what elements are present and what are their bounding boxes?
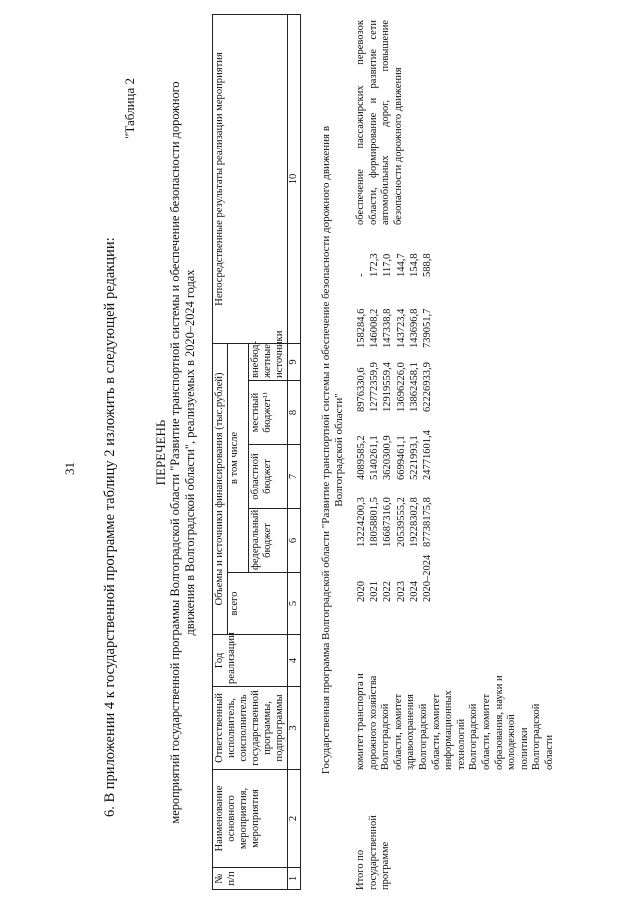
federal-cell: 5140261,1 bbox=[369, 435, 381, 480]
extra-column bbox=[355, 247, 434, 277]
local-column bbox=[355, 290, 434, 348]
list-subtitle: мероприятий государственной программы Волгоградской области "Развитие транспортной системы и обеспечение безопасности дорожного движения в Волгоградской области", реализуемых в 2020–2024 годах bbox=[168, 81, 197, 824]
total-cell: 20539555,2 bbox=[395, 497, 407, 547]
header-total: всего bbox=[228, 573, 288, 635]
extra-cell: 172,3 bbox=[369, 253, 381, 277]
local-cell: 146008,2 bbox=[369, 308, 381, 348]
total-cell: 18058801,5 bbox=[369, 497, 381, 547]
federal-cell: 24771601,4 bbox=[422, 430, 434, 480]
local-cell: 143723,4 bbox=[395, 308, 407, 348]
row-results: обеспечение пассажирских перевозок области, формирование и развитие сети автомобильных дорог, повышение безопасности дорожного движения bbox=[355, 20, 404, 225]
column-number: 5 bbox=[288, 573, 301, 635]
header-year: Год реализации bbox=[213, 635, 288, 687]
column-number: 7 bbox=[288, 445, 301, 509]
regional-cell: 13862458,1 bbox=[408, 362, 420, 412]
header-extra: внебюд-жетные источники bbox=[249, 343, 288, 380]
local-cell: 739051,7 bbox=[422, 308, 434, 348]
header-local: местный бюджет¹⁾ bbox=[249, 381, 288, 445]
federal-cell: 3620300,9 bbox=[382, 435, 394, 480]
years-column bbox=[355, 554, 434, 602]
year-cell: 2024 bbox=[408, 581, 420, 602]
year-cell: 2020 bbox=[356, 581, 367, 602]
extra-cell: 588,8 bbox=[422, 253, 434, 277]
regional-cell: 8976330,6 bbox=[356, 367, 367, 412]
total-cell: 87738175,8 bbox=[422, 497, 434, 547]
table-label: "Таблица 2 bbox=[122, 78, 137, 139]
federal-column bbox=[355, 418, 434, 480]
list-title: ПЕРЕЧЕНЬ bbox=[153, 419, 168, 486]
header-regional: областной бюджет bbox=[249, 445, 288, 509]
regional-cell: 13696226,0 bbox=[395, 362, 407, 412]
year-cell: 2023 bbox=[395, 581, 407, 602]
column-number: 9 bbox=[288, 343, 301, 380]
local-cell: 158284,6 bbox=[356, 308, 367, 348]
column-number: 2 bbox=[288, 770, 301, 868]
local-cell: 147338,8 bbox=[382, 308, 394, 348]
header-federal: федеральный бюджет bbox=[249, 509, 288, 573]
regional-cell: 62226933,9 bbox=[422, 362, 434, 412]
column-number: 3 bbox=[288, 687, 301, 770]
extra-cell: - bbox=[356, 273, 367, 277]
header-number: № п/п bbox=[213, 868, 288, 890]
regional-cell: 12919559,4 bbox=[382, 362, 394, 412]
federal-cell: 5221993,1 bbox=[408, 435, 420, 480]
header-executor: Ответственный исполнитель, соисполнитель государственной программы, подпрограммы bbox=[213, 687, 288, 770]
row-name: Итого по государственной программе bbox=[355, 815, 392, 890]
federal-cell: 4089585,2 bbox=[356, 435, 367, 480]
total-cell: 16687316,0 bbox=[382, 497, 394, 547]
local-cell: 143696,8 bbox=[408, 308, 420, 348]
column-number: 8 bbox=[288, 381, 301, 445]
extra-cell: 154,8 bbox=[408, 253, 420, 277]
header-funding-group: Объемы и источники финансирования (тыс.рублей) bbox=[213, 343, 228, 634]
table-header bbox=[212, 14, 301, 890]
total-column bbox=[355, 485, 434, 547]
header-activity-name: Наименование основного мероприятия, мероприятия bbox=[213, 770, 288, 868]
column-number: 10 bbox=[288, 14, 301, 343]
year-cell: 2022 bbox=[382, 581, 394, 602]
total-cell: 19228302,8 bbox=[408, 497, 420, 547]
regional-column bbox=[355, 350, 434, 412]
regional-cell: 12772359,9 bbox=[369, 362, 381, 412]
program-title: Государственная программа Волгоградской области "Развитие транспортной системы и обеспечение безопасности дорожного движения в Волгоградской области" bbox=[320, 125, 345, 775]
header-results: Непосредственные результаты реализации мероприятия bbox=[213, 14, 288, 343]
intro-text: 6. В приложении 4 к государственной программе таблицу 2 изложить в следующей редакции: bbox=[102, 237, 118, 817]
total-cell: 13224200,3 bbox=[356, 497, 367, 547]
header-including: в том числе bbox=[228, 343, 249, 572]
year-cell: 2021 bbox=[369, 581, 381, 602]
year-cell: 2020–2024 bbox=[422, 554, 434, 602]
column-number: 1 bbox=[288, 868, 301, 890]
extra-cell: 144,7 bbox=[395, 253, 407, 277]
column-number: 6 bbox=[288, 509, 301, 573]
federal-cell: 6699461,1 bbox=[395, 435, 407, 480]
row-executors: комитет транспорта и дорожного хозяйства Волгоградской области, комитет здравоохранения Волгоградской области, комитет информационных технологий Волгоградской области, комитет образования, науки и молодежной политики Волгоградской области bbox=[355, 673, 555, 770]
column-number: 4 bbox=[288, 635, 301, 687]
page-number: 31 bbox=[62, 462, 77, 475]
extra-cell: 117,0 bbox=[382, 253, 394, 277]
